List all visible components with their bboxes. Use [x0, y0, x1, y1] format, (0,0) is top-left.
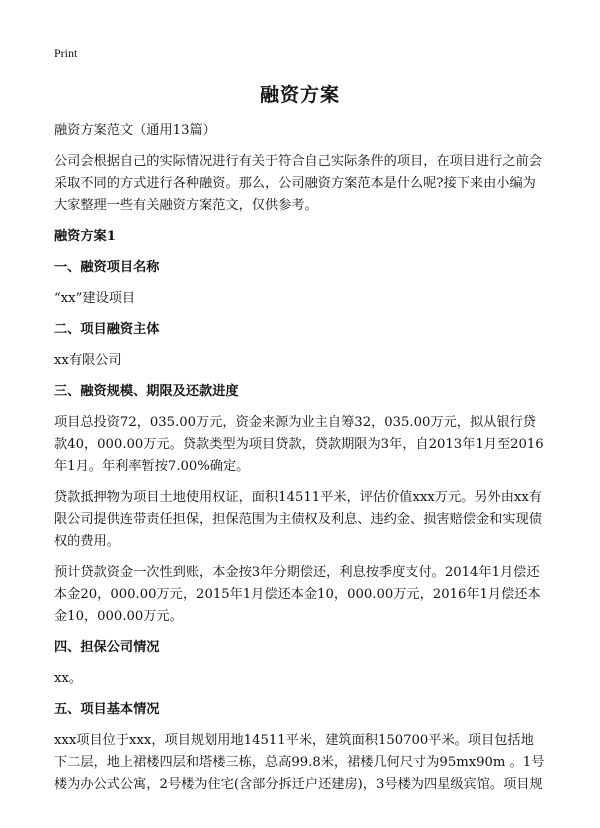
paragraph-financing-scale-2: 贷款抵押物为项目土地使用权证，面积14511平米，评估价值xxx万元。另外由xx有限公司提供连带责任担保，担保范围为主债权及利息、违约金、损害赔偿金和实现债权的费用。: [54, 490, 542, 549]
paragraph-financing-scale-3: 预计贷款资金一次性到账，本金按3年分期偿还，利息按季度支付。2014年1月偿还本金20，000.00万元，2015年1月偿还本金10，000.00万元，2016年1月偿还本金10，000.00万元。: [54, 565, 541, 624]
heading-guarantor: 四、担保公司情况: [54, 640, 160, 655]
document-subtitle: 融资方案范文（通用13篇）: [54, 123, 216, 138]
document-title: 融资方案: [259, 84, 340, 106]
paragraph-guarantor: xx。: [54, 671, 83, 686]
heading-financing-scale: 三、融资规模、期限及还款进度: [54, 384, 239, 399]
heading-project-name: 一、融资项目名称: [54, 260, 160, 275]
document-body: [54, 120, 546, 805]
paragraph-financing-entity: xx有限公司: [54, 353, 122, 368]
section-title: 融资方案1: [54, 229, 116, 244]
paragraph-project-name: “xx”建设项目: [54, 291, 136, 306]
print-label: Print: [54, 46, 78, 60]
paragraph-financing-scale-1: 项目总投资72，035.00万元，资金来源为业主自筹32，035.00万元，拟从银行贷款40，000.00万元。贷款类型为项目贷款，贷款期限为3年，自2013年1月至2016年1月。年利率暂按7.00%确定。: [54, 415, 544, 474]
intro-paragraph: 公司会根据自己的实际情况进行有关于符合自己实际条件的项目，在项目进行之前会采取不同的方式进行各种融资。那么，公司融资方案范本是什么呢?接下来由小编为大家整理一些有关融资方案范文，仅供参考。: [54, 154, 542, 213]
paragraph-project-basics: xxx项目位于xxx，项目规划用地14511平米，建筑面积150700平米。项目包括地下二层，地上裙楼四层和塔楼三栋，总高99.8米，裙楼几何尺寸为95mx90m 。1号楼为办公式公寓，2号楼为住宅(含部分拆迁户还建房)，3号楼为四星级宾馆。项目规: [54, 733, 545, 792]
heading-project-basics: 五、项目基本情况: [54, 702, 160, 717]
heading-financing-entity: 二、项目融资主体: [54, 322, 160, 337]
